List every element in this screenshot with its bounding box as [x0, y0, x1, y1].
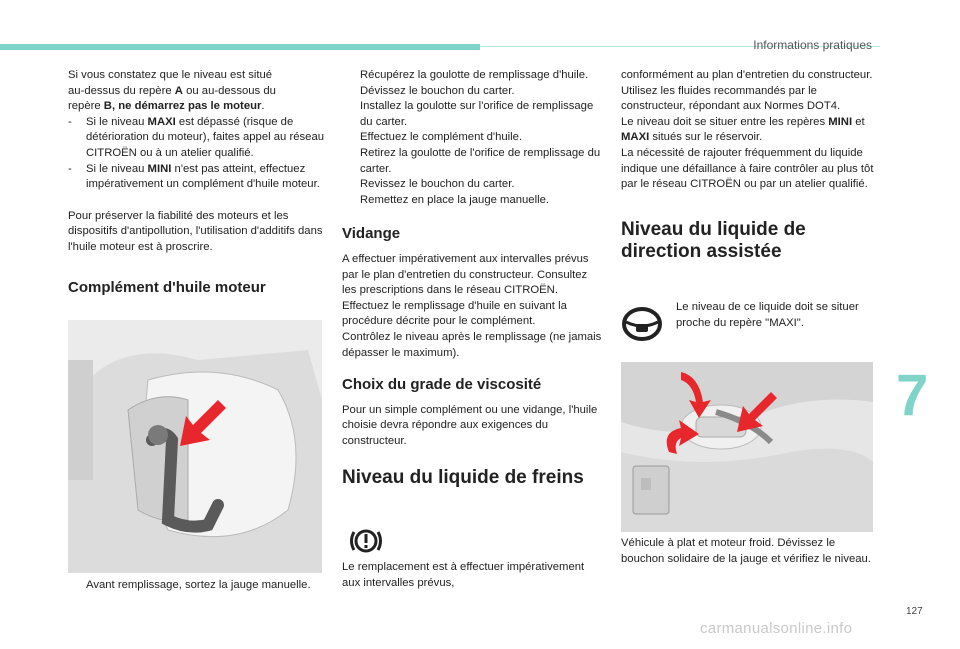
text-defaillance: La nécessité de rajouter fréquemment du liquide indique une défaillance à faire contrôler au plus tôt par le réseau CITROËN ou par un atelier qualifié. [621, 146, 874, 191]
steering-reservoir-photo [621, 362, 873, 532]
vidange-text-3: Contrôlez le niveau après le remplissage (ne jamais dépasser le maximum). [342, 330, 602, 359]
brake-warning-icon [344, 520, 388, 562]
dash-item: - Si le niveau MAXI est dépassé (risque de détérioration du moteur), faites appel au réseau CITROËN ou à un atelier qualifié. [68, 115, 325, 159]
column-1-bottom [68, 578, 324, 594]
additives-paragraph: Pour préserver la fiabilité des moteurs et les dispositifs d'antipollution, l'utilisation d'additifs dans l'huile moteur est à proscrire. [68, 209, 323, 253]
column-1 [68, 68, 324, 295]
bullet-item: Remettez en place la jauge manuelle. [360, 193, 550, 206]
dash-item: - Si le niveau MINI n'est pas atteint, effectuez impérativement un complément d'huile moteur. [68, 162, 320, 191]
steering-wheel-icon [620, 304, 664, 344]
page-number: 127 [906, 606, 923, 617]
heading-vidange: Vidange [342, 225, 401, 243]
vidange-text: A effectuer impérativement aux intervalles prévus par le plan d'entretien du constructeur. Consultez les prescriptions dans le réseau CITROËN. [342, 252, 589, 297]
engine-illustration [621, 362, 873, 532]
direction-icon-caption: Le niveau de ce liquide doit se situer proche du repère "MAXI". [676, 301, 859, 329]
bullet-item: Avant remplissage, sortez la jauge manuelle. [86, 579, 311, 591]
oil-filler-photo [68, 320, 322, 573]
bullet-item: Effectuez le complément d'huile. [360, 131, 523, 144]
text-fluides: Utilisez les fluides recommandés par le constructeur, répondant aux Normes DOT4. [621, 84, 841, 113]
heading-direction-assistee: Niveau du liquide de direction assistée [621, 218, 806, 262]
text-niveau: Le niveau doit se situer entre les repères MINI et MAXI situés sur le réservoir. [621, 115, 865, 144]
bullet-item: Revissez le bouchon du carter. [360, 178, 515, 191]
heading-complement-huile: Complément d'huile moteur [68, 278, 266, 296]
section-title: Informations pratiques [753, 38, 872, 52]
column-3-bottom [621, 536, 877, 567]
heading-viscosite: Choix du grade de viscosité [342, 376, 542, 394]
column-2-bottom [342, 560, 602, 591]
photo-caption: Véhicule à plat et moteur froid. Dévissez le bouchon solidaire de la jauge et vérifiez le niveau. [621, 537, 871, 565]
column-2 [342, 68, 602, 489]
heading-liquide-freins: Niveau du liquide de freins [342, 467, 584, 489]
bullet-item: Dévissez le bouchon du carter. [360, 84, 515, 97]
vidange-text-2: Effectuez le remplissage d'huile en suivant la procédure décrite pour le complément. [342, 299, 567, 328]
bullet-item: Retirez la goulotte de l'orifice de remplissage du carter. [360, 146, 601, 175]
watermark: carmanualsonline.info [700, 620, 853, 637]
header-accent-bar [0, 44, 480, 50]
intro-paragraph: Si vous constatez que le niveau est situé au-dessus du repère A ou au-dessous du repère B, ne démarrez pas le moteur. [68, 69, 276, 113]
bullet-item: Installez la goulotte sur l'orifice de remplissage du carter. [360, 100, 594, 128]
chapter-number: 7 [896, 363, 929, 428]
column-3 [621, 68, 877, 263]
engine-illustration [68, 320, 322, 573]
viscosite-text: Pour un simple complément ou une vidange, l'huile choisie devra répondre aux exigences du constructeur. [342, 403, 598, 447]
bullet-item: Récupérez la goulotte de remplissage d'huile. [360, 69, 589, 81]
text-constructeur: conformément au plan d'entretien du constructeur. [621, 69, 873, 81]
freins-text: Le remplacement est à effectuer impérativement aux intervalles prévus, [342, 561, 585, 589]
